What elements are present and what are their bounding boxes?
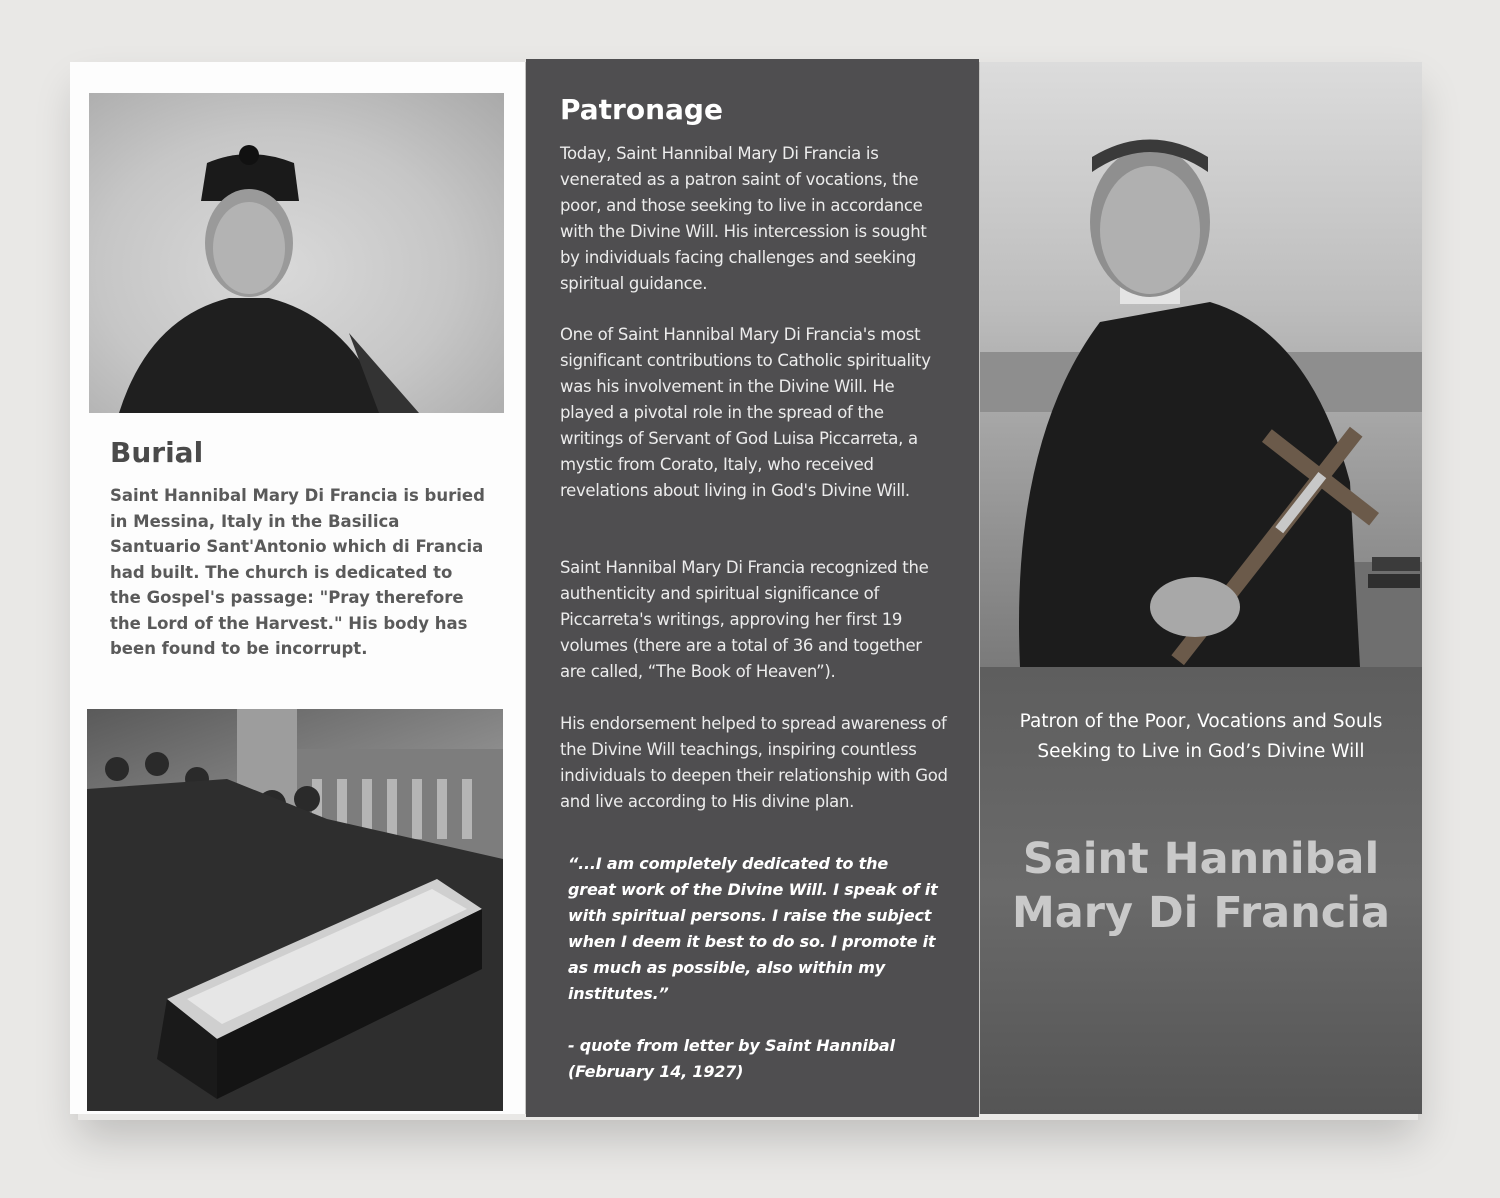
patronage-paragraph: Today, Saint Hannibal Mary Di Francia is venerated as a patron saint of vocations, the poor, and those seeking to live in accordance with the Divine Will. His intercession is sought by individuals facing challenges and seeking spiritual guidance. <box>560 144 927 293</box>
title-line-2: Mary Di Francia <box>1011 888 1391 938</box>
piccarreta-paragraph: Saint Hannibal Mary Di Francia recognized the authenticity and spiritual significance of Piccarreta's writings, approving her first 19 volumes (there are a total of 36 and together are called, “The Book of Heaven”). <box>560 558 929 681</box>
patron-subtitle: Patron of the Poor, Vocations and Souls Seeking to Live in God’s Divine Will <box>1019 711 1383 762</box>
priest-portrait-photo <box>89 93 504 413</box>
endorsement-paragraph: His endorsement helped to spread awareness of the Divine Will teachings, inspiring countless individuals to deepen their relationship with God and live according to His divine plan. <box>560 714 948 811</box>
saint-seated-photo <box>980 62 1422 667</box>
divine-will-paragraph: One of Saint Hannibal Mary Di Francia's most significant contributions to Catholic spirituality was his involvement in the Divine Will. He played a pivotal role in the spread of the writings of Servant of God Luisa Piccarreta, a mystic from Corato, Italy, who received revelations about living in God's Divine Will. <box>560 325 931 500</box>
left-panel <box>70 62 525 1114</box>
burial-heading: Burial <box>110 436 204 469</box>
right-cover-panel <box>980 62 1422 1114</box>
patronage-heading: Patronage <box>560 93 723 126</box>
middle-panel <box>526 59 979 1117</box>
burial-text: Saint Hannibal Mary Di Francia is buried in Messina, Italy in the Basilica Santuario Sant'Antonio which di Francia had built. The church is dedicated to the Gospel's passage: "Pray therefore the Lord of the Harvest." His body has been found to be incorrupt. <box>110 486 485 658</box>
title-line-1: Saint Hannibal <box>1022 834 1380 884</box>
letter-quote: “...I am completely dedicated to the great work of the Divine Will. I speak of it with spiritual persons. I raise the subject when I deem it best to do so. I promote it as much as possible, also within my institutes.” <box>568 854 938 1003</box>
funeral-photo <box>87 709 503 1111</box>
saint-name-title <box>980 832 1422 940</box>
quote-attribution: - quote from letter by Saint Hannibal (February 14, 1927) <box>568 1036 895 1081</box>
